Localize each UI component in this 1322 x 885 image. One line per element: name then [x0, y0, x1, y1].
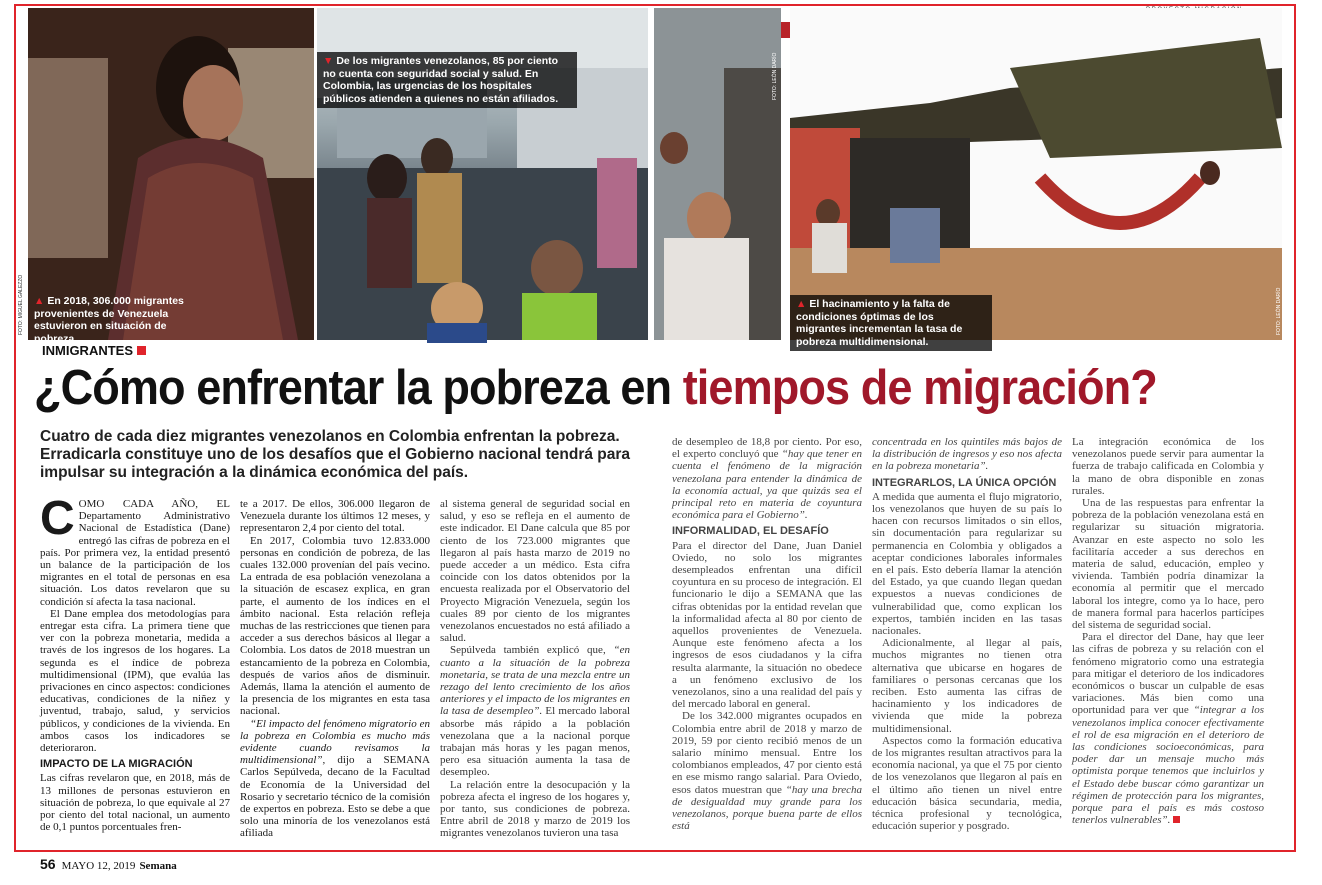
col4-p1a: de desempleo de 18,8 por ciento. Por eso, el experto concluyó que	[672, 436, 862, 461]
photo-man-in-hospital	[654, 8, 781, 340]
page-footer	[40, 856, 177, 872]
photo1-art	[28, 8, 314, 340]
column-6	[1072, 436, 1264, 827]
col5-p1	[872, 436, 1062, 473]
col6-p3	[1072, 631, 1264, 826]
col3-quote: “en cuanto a la situación de la pobreza monetaria, se trata de una mezcla entre un rezago del lento crecimiento de los años anteriores y el impacto de los migrantes en la tasa de desempleo”.	[440, 644, 630, 718]
caption-triangle-icon: ▲	[34, 295, 48, 307]
col5-p4: Aspectos como la formación educativa de los migrantes resultan atractivos para la economía nacional, ya que el 75 por ciento de los venezolanos que llegaron al país en el último año tienen un nivel entre educación básica secundaria, media, técnica profesional y tecnológica, educación superior y posgrado.	[872, 734, 1062, 833]
kicker-square-icon	[137, 346, 146, 355]
photo1-credit: FOTO: MIGUEL GALEZZO	[18, 274, 24, 335]
end-mark-icon	[1173, 816, 1180, 823]
col1-p2: El Dane emplea dos metodologías para entregar esta cifra. La primera tiene que ver con la pobreza monetaria, medida a través de los ingresos de los hogares. La segunda es el índice de pobreza multidimensional (IPM), que evalúa las privaciones en cinco aspectos: condiciones educativas, condiciones de la niñez y juventud, trabajo, salud, y servicios públicos, y condiciones de la vivienda. En ambos casos los indicadores se deterioraron.	[40, 607, 230, 755]
photo4-art	[790, 8, 1282, 340]
col4-quote: “hay que tener en cuenta el fenómeno de la migración venezolana para entender la dinámica de la economía actual, ya que quizás sea el principal reto en materia de coyuntura económica para el Gobierno”.	[672, 448, 862, 522]
column-1	[40, 492, 230, 834]
column-3	[440, 498, 630, 840]
dropcap: C	[40, 492, 75, 545]
photo4-credit: FOTO: LEÓN DARÍO	[1276, 287, 1282, 335]
photo2-caption-text: De los migrantes venezolanos, 85 por ciento no cuenta con seguridad social y salud. En Colombia, las urgencias de los hospitales públicos atienden a quienes no están afiliados.	[323, 55, 559, 105]
col5-subhead: INTEGRARLOS, LA ÚNICA OPCIÓN	[872, 476, 1057, 489]
headline	[34, 358, 1157, 418]
photo-hospital-waiting-room	[317, 8, 648, 340]
page-number: 56	[40, 856, 56, 872]
col1-p1: OMO CADA AÑO, EL Departamento Administrativo Nacional de Estadística (Dane) entregó las cifras de pobreza en el país. Por primera vez, la entidad presentó un balance de la participación de los migrantes en el total de personas en esa situación. Los datos revelaron que su condición sí afecta la tasa nacional.	[40, 498, 230, 608]
col3-p2b: El mercado laboral absorbe más rápido a la población venezolana que a la nacional porque trabajan más horas y les pagan menos, pero esa situación aumenta la tasa de desempleo.	[440, 705, 631, 779]
photo-woman-covering-face	[28, 8, 314, 345]
col4-p2: Para el director del Dane, Juan Daniel Oviedo, no solo los migrantes desempleados enfrentan una difícil coyuntura en su proceso de integración. El funcionario le dijo a SEMANA que las cifras obtenidas por la entidad revelan que la informalidad afecta al 80 por ciento de aquellos provenientes de Venezuela. Aunque este fenómeno afecta a los ingresos de esos ciudadanos y la cifra resulta alarmante, la situación no obedece a un fenómeno exclusivo de los venezolanos, sino a una realidad del país y del mercado laboral en general.	[672, 539, 862, 711]
column-2	[240, 498, 430, 840]
section-kicker	[42, 343, 146, 358]
photo4-caption-text: El hacinamiento y la falta de condiciones óptimas de los migrantes incrementan la tasa de pobreza multidimensional.	[796, 298, 963, 348]
issue-date: MAYO 12, 2019	[61, 860, 136, 872]
col2-p3	[240, 718, 430, 840]
col4-p1	[672, 436, 862, 521]
col5-p2: A medida que aumenta el flujo migratorio, los venezolanos que huyen de su país lo hacen con recursos limitados o sin ellos, sin documentación para regularizar su permanencia en Colombia y obligados a aceptar condiciones laborales informales en el país. Esto debería llamar la atención del Estado, ya que cuando llegan quedan expuestos a nuevas condiciones de vulnerabilidad que, como explican los expertos, también inciden en las tasas nacionales.	[872, 490, 1062, 638]
column-4	[672, 436, 862, 833]
col6-p3a: Para el director del Dane, hay que leer las cifras de pobreza y su relación con el fenómeno migratorio como una estrategia para mitigar el deterioro de los indicadores económicos o buscar un culpable de esas variaciones. Más bien como una oportunidad para ver que	[1072, 631, 1264, 717]
kicker-text: INMIGRANTES	[42, 343, 133, 358]
photo1-caption-text: En 2018, 306.000 migrantes provenientes de Venezuela estuvieron en situación de pobreza.	[34, 295, 184, 345]
col6-p1: La integración económica de los venezolanos puede servir para aumentar la fuerza de trabajo calificada en Colombia y la mano de obra disponible en zonas rurales.	[1072, 436, 1264, 497]
headline-part2: tiempos de migración?	[682, 361, 1157, 415]
column-5	[872, 436, 1062, 833]
col4-quote-2: “hay una brecha de desigualdad muy grande para los venezolanos, porque buena parte de ellos está	[672, 783, 863, 833]
col3-p2a: Sepúlveda también explicó que,	[450, 644, 614, 657]
col4-p3a: De los 342.000 migrantes ocupados en Colombia entre abril de 2018 y marzo de 2019, 59 por ciento recibió menos de un salario mínimo mensual. Entre los colombianos empleados, 47 por ciento está en ese mismo rango salarial. Para Oviedo, esos datos muestran que	[672, 710, 862, 796]
photo4-caption	[790, 295, 992, 351]
col2-p3-text: dijo a SEMANA Carlos Sepúlveda, decano de la Facultad de Economía de la Universidad del Rosario y secretario técnico de la comisión de expertos en pobreza. Esto se debe a que solo una minoría de los venezolanos está afiliada	[240, 754, 430, 840]
col2-quote: “El impacto del fenómeno migratorio en la pobreza en Colombia es mucho más evidente cuando revisamos la multidimensional”,	[240, 717, 430, 767]
col2-p2: En 2017, Colombia tuvo 12.833.000 personas en condición de pobreza, de las cuales 132.000 provenían del país vecino. La entrada de esa población venezolana a la situación de escasez explica, en gran parte, el aumento de los índices en el ámbito nacional. Esta relación refleja muchas de las restricciones que tienen para acceder a sus derechos básicos al llegar a Colombia. Los datos de 2018 muestran un estancamiento de la pobreza en Colombia, después de varios años de disminuir. Además, llama la atención el aumento de la presencia de los migrantes en esta tasa nacional.	[240, 534, 430, 718]
photo3-credit: FOTO: LEÓN DARÍO	[772, 52, 778, 100]
col4-subhead: INFORMALIDAD, EL DESAFÍO	[672, 525, 829, 538]
magazine-name: Semana	[139, 860, 177, 872]
col2-p1: te a 2017. De ellos, 306.000 llegaron de Venezuela durante los últimos 12 meses, y representaron 2,4 por ciento del total.	[240, 498, 430, 535]
col5-quote: concentrada en los quintiles más bajos de la distribución de ingresos y eso nos afecta en la pobreza monetaria”.	[872, 436, 1062, 473]
caption-triangle-icon: ▲	[796, 298, 810, 310]
col3-p1: al sistema general de seguridad social en salud, y eso se refleja en el aumento de este indicador. El Dane calcula que 85 por ciento de los 723.000 migrantes que llegaron al país hasta marzo de 2019 no puede acceder a un médico. Esta cifra coincide con los datos obtenidos por la encuesta realizada por el Observatorio del Proyecto Migración Venezuela, según los cuales 89 por ciento de los migrantes venezolanos encuestados no está afiliado a salud.	[440, 498, 630, 645]
col6-p2: Una de las respuestas para enfrentar la pobreza de la población venezolana está en regularizar su situación migratoria. Avanzar en este aspecto no solo les facilitaría acceder a sus derechos en materia de salud, educación, empleo y vivienda. También podría dinamizar la economía al permitir que el mercado laboral los integre, como ya lo hace, pero de manera formal para hacerlos partícipes del sistema de seguridad social.	[1072, 497, 1264, 632]
photo3-art	[654, 8, 781, 340]
col3-p3: La relación entre la desocupación y la pobreza afecta el ingreso de los hogares y, por tanto, sus condiciones de pobreza. Entre abril de 2018 y marzo de 2019 los migrantes venezolanos tuvieron una tasa	[440, 778, 630, 840]
headline-part1: ¿Cómo enfrentar la pobreza en	[34, 361, 683, 415]
deck: Cuatro de cada diez migrantes venezolanos en Colombia enfrentan la pobreza. Erradicarla constituye uno de los desafíos que el Gobierno nacional tendrá para impulsar su integración a la dinámica económica del país.	[40, 428, 631, 481]
col1-p3: Las cifras revelaron que, en 2018, más de 13 millones de personas estuvieron en situación de pobreza, lo que equivale al 27 por ciento del total nacional, un aumento de 0,1 puntos porcentuales fren-	[40, 772, 230, 834]
caption-triangle-icon: ▼	[323, 55, 337, 67]
photo1-caption	[34, 295, 204, 345]
col3-p2	[440, 644, 630, 778]
col5-p3: Adicionalmente, al llegar al país, muchos migrantes no tienen otra alternativa que ubicarse en hogares de familiares o personas cercanas que los reciben. Esto aumenta las cifras de hacinamiento y los indicadores de vivienda que mide la pobreza multidimensional.	[872, 637, 1062, 735]
col1-subhead: IMPACTO DE LA MIGRACIÓN	[40, 758, 193, 771]
photo2-caption	[317, 52, 577, 108]
col6-quote: “integrar a los venezolanos implica conocer efectivamente el rol de esa migración en el deterioro de las condiciones socioeconómicas, para poder dar un mensaje mucho más optimista porque tenemos que incluirlos y el Estado debe buscar cómo garantizar un régimen de protección para los migrantes, porque para el país es más costoso tenerlos vulnerables”.	[1072, 704, 1265, 827]
photo-migrant-camp	[790, 8, 1282, 348]
col4-p3	[672, 710, 862, 832]
